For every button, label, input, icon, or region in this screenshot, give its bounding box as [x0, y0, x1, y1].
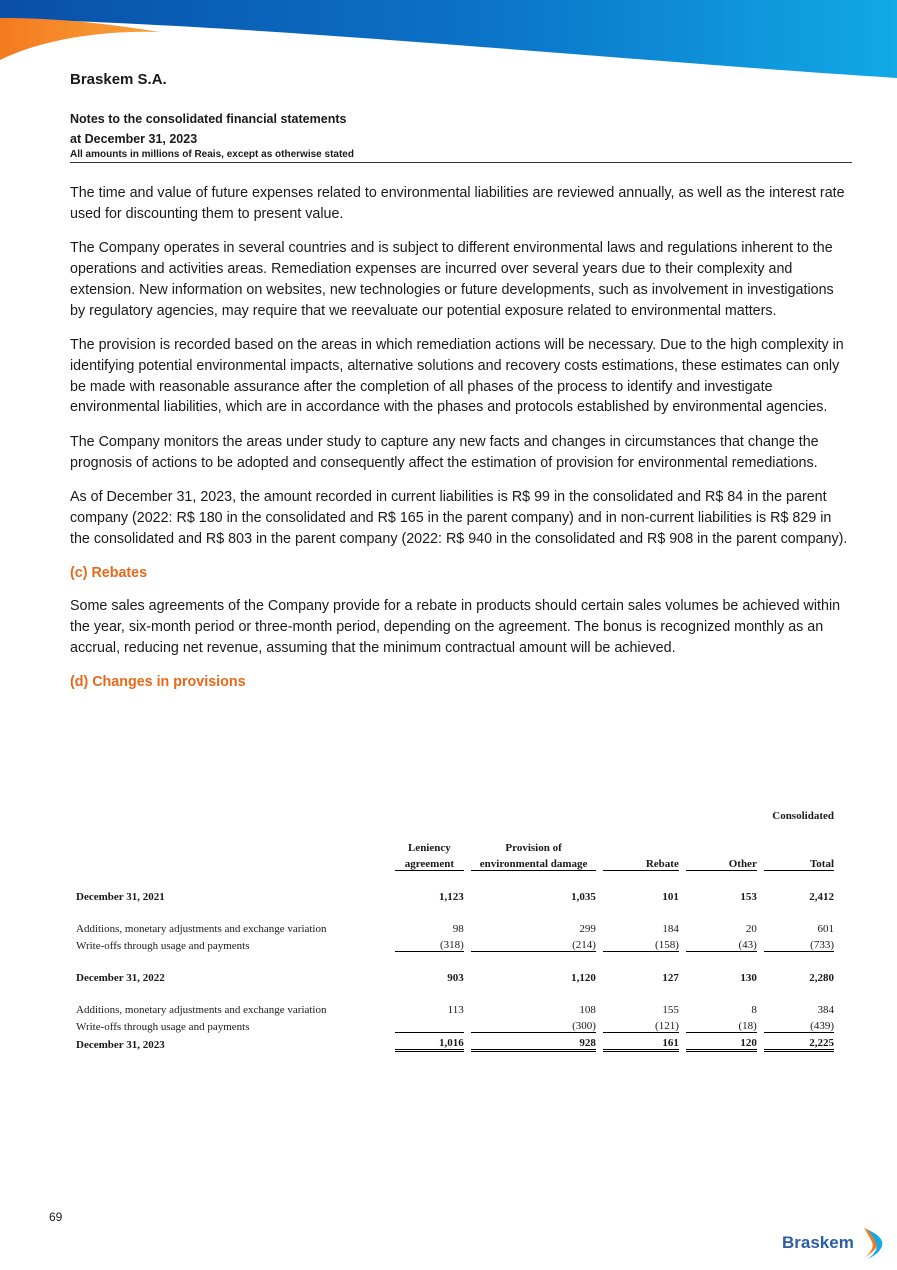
cell: 20 [745, 923, 757, 935]
cell: (158) [603, 935, 678, 952]
paragraph: The Company operates in several countries and is subject to different environmental laws and regulations inherent to the operations and activities areas. Remediation expenses are incurred over several years due to their complexity and extension. New information on websites, new technologies or future developments, such as involvement in investigations by regulatory agencies, may require that we reevaluate our potential exposure related to environmental matters. [70, 240, 834, 319]
cell: 903 [447, 972, 464, 984]
cell: 127 [662, 972, 679, 984]
cell: (121) [603, 1016, 678, 1033]
table-row [72, 968, 834, 984]
company-name: Braskem S.A. [70, 71, 167, 88]
cell: (18) [686, 1016, 756, 1033]
table-header-row [72, 806, 834, 822]
cell: 2,412 [809, 891, 834, 903]
row-label: Write-offs through usage and payments [76, 1020, 250, 1033]
cell: 161 [603, 1033, 678, 1051]
table-row [72, 935, 834, 952]
cell: 1,016 [395, 1033, 464, 1051]
col-header-total: Total [764, 854, 834, 871]
col-header-leniency: Leniency [407, 842, 451, 854]
col-header-env: environmental damage [471, 854, 596, 871]
cell: 384 [817, 1004, 834, 1016]
amounts-note: All amounts in millions of Reais, except as otherwise stated [70, 149, 852, 163]
paragraph: As of December 31, 2023, the amount recorded in current liabilities is R$ 99 in the consolidated and R$ 84 in the parent company (2022: R$ 180 in the consolidated and R$ 165 in the parent company) and in non-current liabilities is R$ 829 in the consolidated and R$ 803 in the parent company (2022: R$ 940 in the consolidated and R$ 908 in the parent company). [70, 488, 848, 547]
table-row [72, 1000, 834, 1016]
cell: (300) [471, 1016, 596, 1033]
cell: 601 [817, 923, 834, 935]
cell: (733) [764, 935, 834, 952]
cell: 2,280 [809, 972, 834, 984]
col-header-env: Provision of [505, 842, 562, 854]
paragraph: Some sales agreements of the Company provide for a rebate in products should certain sales volumes be achieved within the year, six-month period or three-month period, depending on the agreement. The bonus is recognized monthly as an accrual, reducing net revenue, assuming that the minimum contractual amount will be achieved. [70, 597, 841, 656]
braskem-logo [782, 1226, 886, 1260]
paragraph: The Company monitors the areas under study to capture any new facts and changes in circumstances that change the prognosis of actions to be adopted and consequently affect the estimation of provision for environmental remediations. [70, 433, 819, 471]
logo-text: Braskem [782, 1233, 854, 1252]
cell: 1,035 [571, 891, 596, 903]
cell: (318) [395, 935, 464, 952]
table-row [72, 887, 834, 903]
col-header-rebate: Rebate [603, 854, 678, 871]
row-label: Write-offs through usage and payments [76, 939, 250, 952]
row-label: Additions, monetary adjustments and exchange variation [76, 923, 327, 935]
cell: 153 [740, 891, 757, 903]
provisions-table [72, 806, 834, 1052]
cell: 108 [579, 1004, 596, 1016]
consolidated-label: Consolidated [772, 810, 834, 822]
row-label: Additions, monetary adjustments and exchange variation [76, 1004, 327, 1016]
cell: 113 [447, 1004, 464, 1016]
logo-mark-icon [862, 1226, 884, 1260]
page-number: 69 [49, 1210, 63, 1224]
row-label: December 31, 2023 [76, 1038, 165, 1051]
col-header-leniency: agreement [395, 854, 464, 871]
cell: (43) [686, 935, 756, 952]
cell: 130 [740, 972, 757, 984]
cell: 1,123 [439, 891, 464, 903]
paragraph: The provision is recorded based on the areas in which remediation actions will be necessary. Due to the high complexity in identifying potential environmental impacts, alternative solutions and recovery costs estimations, these estimates can only be made with reasonable assurance after the completion of all phases of the process to identify and investigate environmental liabilities, which are in accordance with the phases and protocols established by environmental agencies. [70, 336, 844, 416]
cell: 98 [452, 923, 464, 935]
table-header-row [72, 854, 834, 871]
cell: (439) [764, 1016, 834, 1033]
notes-title: Notes to the consolidated financial statements [70, 112, 347, 126]
cell [395, 1016, 464, 1033]
row-label: December 31, 2021 [76, 891, 165, 903]
cell: 928 [471, 1033, 596, 1051]
cell: 299 [579, 923, 596, 935]
row-label: December 31, 2022 [76, 972, 165, 984]
cell: 101 [662, 891, 679, 903]
table-header-row [72, 838, 834, 854]
cell: 2,225 [764, 1033, 834, 1051]
cell: (214) [471, 935, 596, 952]
cell: 155 [662, 1004, 679, 1016]
section-heading-rebates: (c) Rebates [70, 564, 148, 581]
cell: 184 [662, 923, 679, 935]
body-text [70, 183, 852, 705]
table-row [72, 1016, 834, 1033]
paragraph: The time and value of future expenses related to environmental liabilities are reviewed annually, as well as the interest rate used for discounting them to present value. [70, 185, 845, 222]
cell: 8 [751, 1004, 757, 1016]
col-header-other: Other [686, 854, 756, 871]
cell: 120 [686, 1033, 756, 1051]
cell: 1,120 [571, 972, 596, 984]
section-heading-changes: (d) Changes in provisions [70, 673, 246, 690]
table-row [72, 1033, 834, 1051]
statement-date: at December 31, 2023 [70, 132, 198, 146]
table-row [72, 919, 834, 935]
